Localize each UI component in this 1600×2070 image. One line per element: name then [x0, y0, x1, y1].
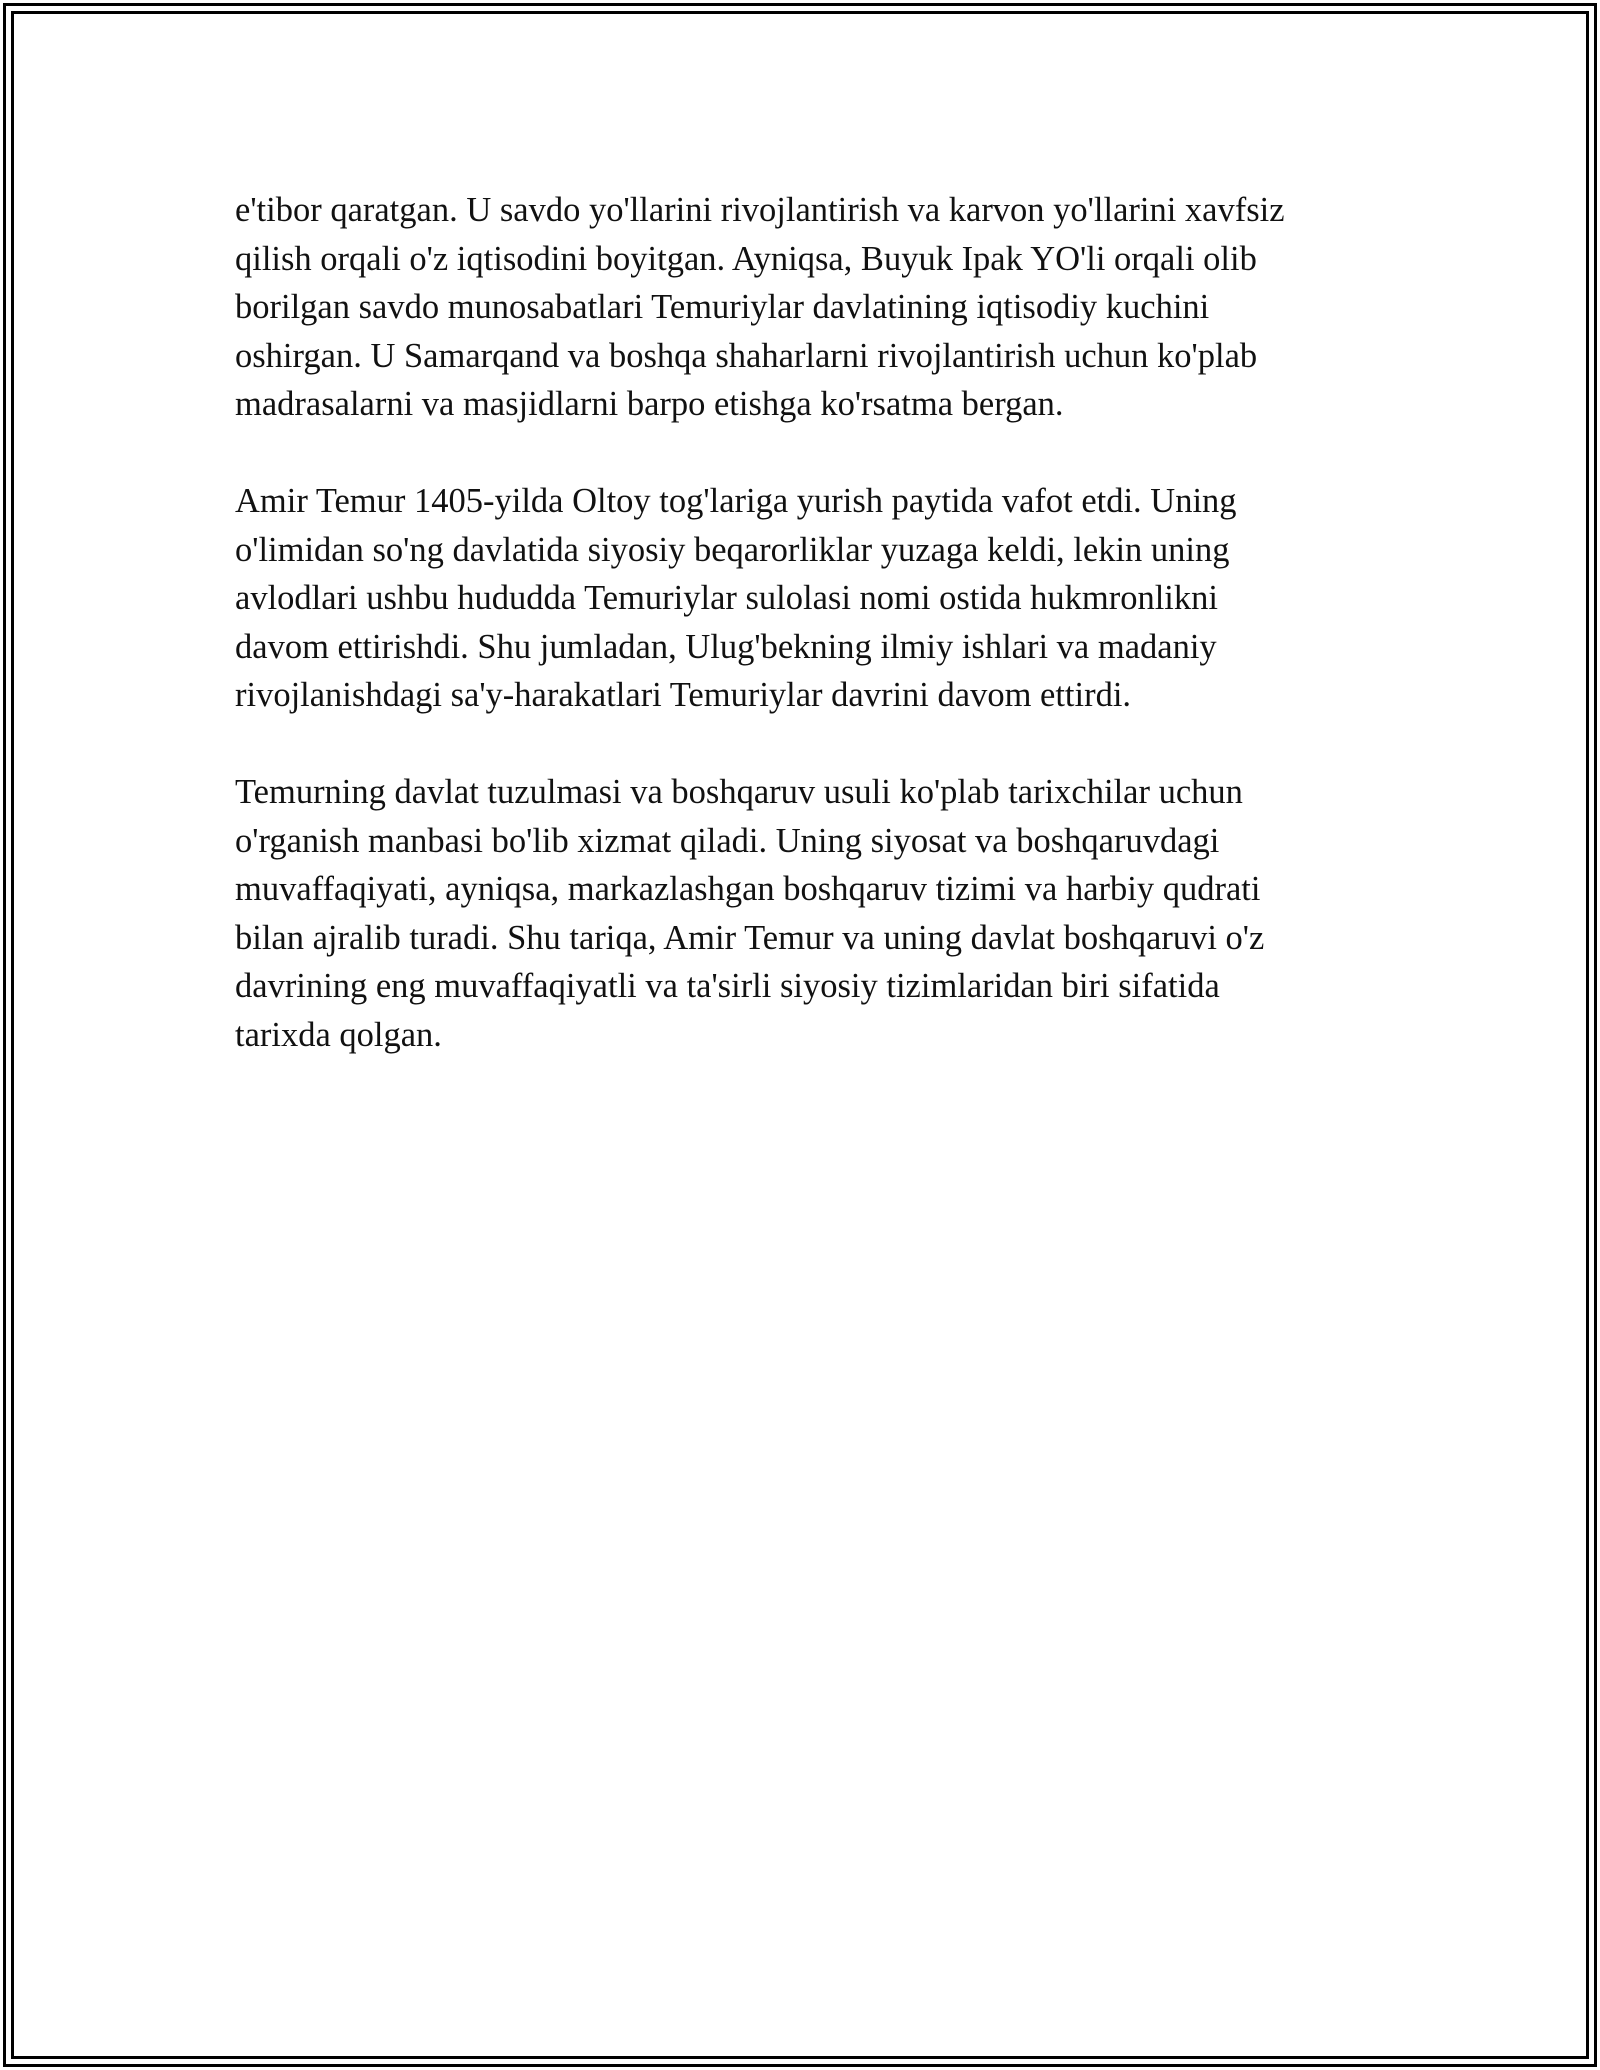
- paragraph-line: davrining eng muvaffaqiyatli va ta'sirli siyosiy tizimlaridan biri sifatida: [235, 967, 1220, 1005]
- paragraph-line: Temurning davlat tuzulmasi va boshqaruv usuli ko'plab tarixchilar uchun: [235, 773, 1243, 811]
- paragraph-1: [235, 186, 1370, 429]
- paragraph-line: avlodlari ushbu hududda Temuriylar sulolasi nomi ostida hukmronlikni: [235, 579, 1218, 617]
- paragraph-line: borilgan savdo munosabatlari Temuriylar davlatining iqtisodiy kuchini: [235, 288, 1210, 326]
- paragraph-line: rivojlanishdagi sa'y-harakatlari Temuriylar davrini davom ettirdi.: [235, 676, 1132, 714]
- paragraph-line: davom ettirishdi. Shu jumladan, Ulug'bekning ilmiy ishlari va madaniy: [235, 627, 1217, 666]
- document-body: [235, 186, 1370, 1108]
- paragraph-line: o'rganish manbasi bo'lib xizmat qiladi. Uning siyosat va boshqaruvdagi: [235, 821, 1220, 860]
- paragraph-line: o'limidan so'ng davlatida siyosiy beqarorliklar yuzaga keldi, lekin uning: [235, 530, 1230, 569]
- paragraph-line: muvaffaqiyati, ayniqsa, markazlashgan boshqaruv tizimi va harbiy qudrati: [235, 870, 1261, 908]
- paragraph-3: [235, 768, 1370, 1059]
- paragraph-line: oshirgan. U Samarqand va boshqa shaharlarni rivojlantirish uchun ko'plab: [235, 336, 1258, 375]
- paragraph-line: bilan ajralib turadi. Shu tariqa, Amir Temur va uning davlat boshqaruvi o'z: [235, 918, 1265, 957]
- paragraph-line: qilish orqali o'z iqtisodini boyitgan. Ayniqsa, Buyuk Ipak YO'li orqali olib: [235, 239, 1257, 278]
- paragraph-line: madrasalarni va masjidlarni barpo etishga ko'rsatma bergan.: [235, 385, 1064, 423]
- paragraph-line: tarixda qolgan.: [235, 1015, 442, 1054]
- paragraph-2: [235, 477, 1370, 720]
- paragraph-line: Amir Temur 1405-yilda Oltoy tog'lariga yurish paytida vafot etdi. Uning: [235, 482, 1237, 520]
- paragraph-line: e'tibor qaratgan. U savdo yo'llarini rivojlantirish va karvon yo'llarini xavfsiz: [235, 191, 1285, 229]
